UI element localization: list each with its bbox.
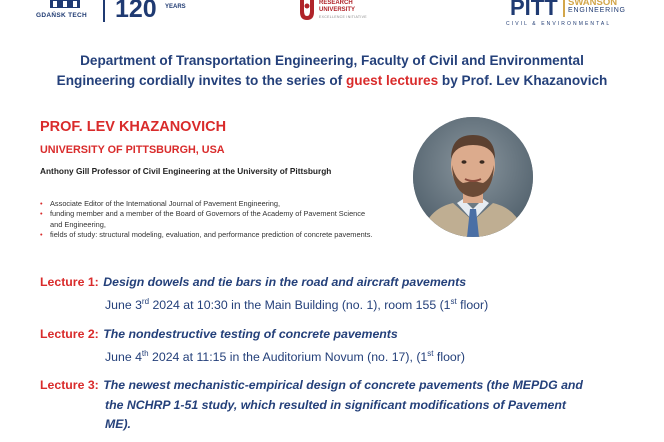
- speaker-bullet: • funding member and a member of the Board of Governors of the Academy of Pavement Science and Engineering,: [40, 209, 375, 230]
- lecture-details: June 3rd 2024 at 10:30 in the Main Building (no. 1), room 155 (1st floor): [105, 297, 489, 313]
- speaker-bullet: • fields of study: structural modeling, evaluation, and performance prediction of concrete pavements.: [40, 230, 375, 240]
- speaker-bullets: [40, 199, 375, 241]
- header-divider: [103, 0, 105, 22]
- lecture-2: [40, 324, 650, 367]
- pitt-logo-divider: [563, 0, 565, 17]
- research-university-label: RESEARCH UNIVERSITY: [319, 0, 356, 13]
- anniversary-word: YEARS: [165, 4, 186, 10]
- lecture-label: Lecture 2:: [40, 327, 99, 341]
- research-university-sub: EXCELLENCE INITIATIVE: [319, 15, 367, 19]
- anniversary-number: 120: [115, 0, 157, 23]
- speaker-name: PROF. LEV KHAZANOVICH: [40, 119, 227, 135]
- lecture-title: Design dowels and tie bars in the road and aircraft pavements: [103, 275, 467, 289]
- pitt-logo-text: PITT: [510, 0, 558, 20]
- gdansk-tech-emblem-icon: [36, 0, 94, 10]
- lecture-label: Lecture 3:: [40, 378, 99, 392]
- swanson-label: SWANSON: [568, 0, 618, 8]
- lecture-label: Lecture 1:: [40, 275, 99, 289]
- engineering-label: ENGINEERING: [568, 7, 626, 14]
- lecture-title: The newest mechanistic-empirical design of concrete pavements (the MEPDG and: [103, 378, 583, 392]
- lecture-details: June 4th 2024 at 11:15 in the Auditorium Novum (no. 17), (1st floor): [105, 349, 465, 365]
- intro-line-1: Department of Transportation Engineering, Faculty of Civil and Environmental: [80, 53, 584, 68]
- intro-line-2: Engineering cordially invites to the series of guest lectures by Prof. Lev Khazanovich: [56, 73, 608, 88]
- lecture-title: The nondestructive testing of concrete pavements: [103, 327, 398, 341]
- speaker-bullet: • Associate Editor of the International Journal of Pavement Engineering,: [40, 199, 375, 209]
- gdansk-tech-label: GDAŃSK TECH: [36, 12, 87, 19]
- civil-environmental-label: CIVIL & ENVIRONMENTAL: [506, 21, 612, 27]
- portrait-illustration-icon: [413, 117, 533, 237]
- speaker-portrait: [413, 117, 533, 237]
- speaker-university: UNIVERSITY OF PITTSBURGH, USA: [40, 144, 225, 156]
- lecture-title-continued: the NCHRP 1-51 study, which resulted in significant modifications of Pavement: [105, 397, 566, 412]
- lecture-1: [40, 272, 650, 315]
- research-university-logo-icon: [298, 0, 316, 24]
- lecture-title-continued: ME).: [105, 417, 131, 431]
- speaker-title: Anthony Gill Professor of Civil Engineering at the University of Pittsburgh: [40, 166, 332, 176]
- lecture-3: [40, 375, 660, 435]
- invitation-intro: [20, 51, 644, 91]
- intro-highlight: guest lectures: [345, 73, 439, 88]
